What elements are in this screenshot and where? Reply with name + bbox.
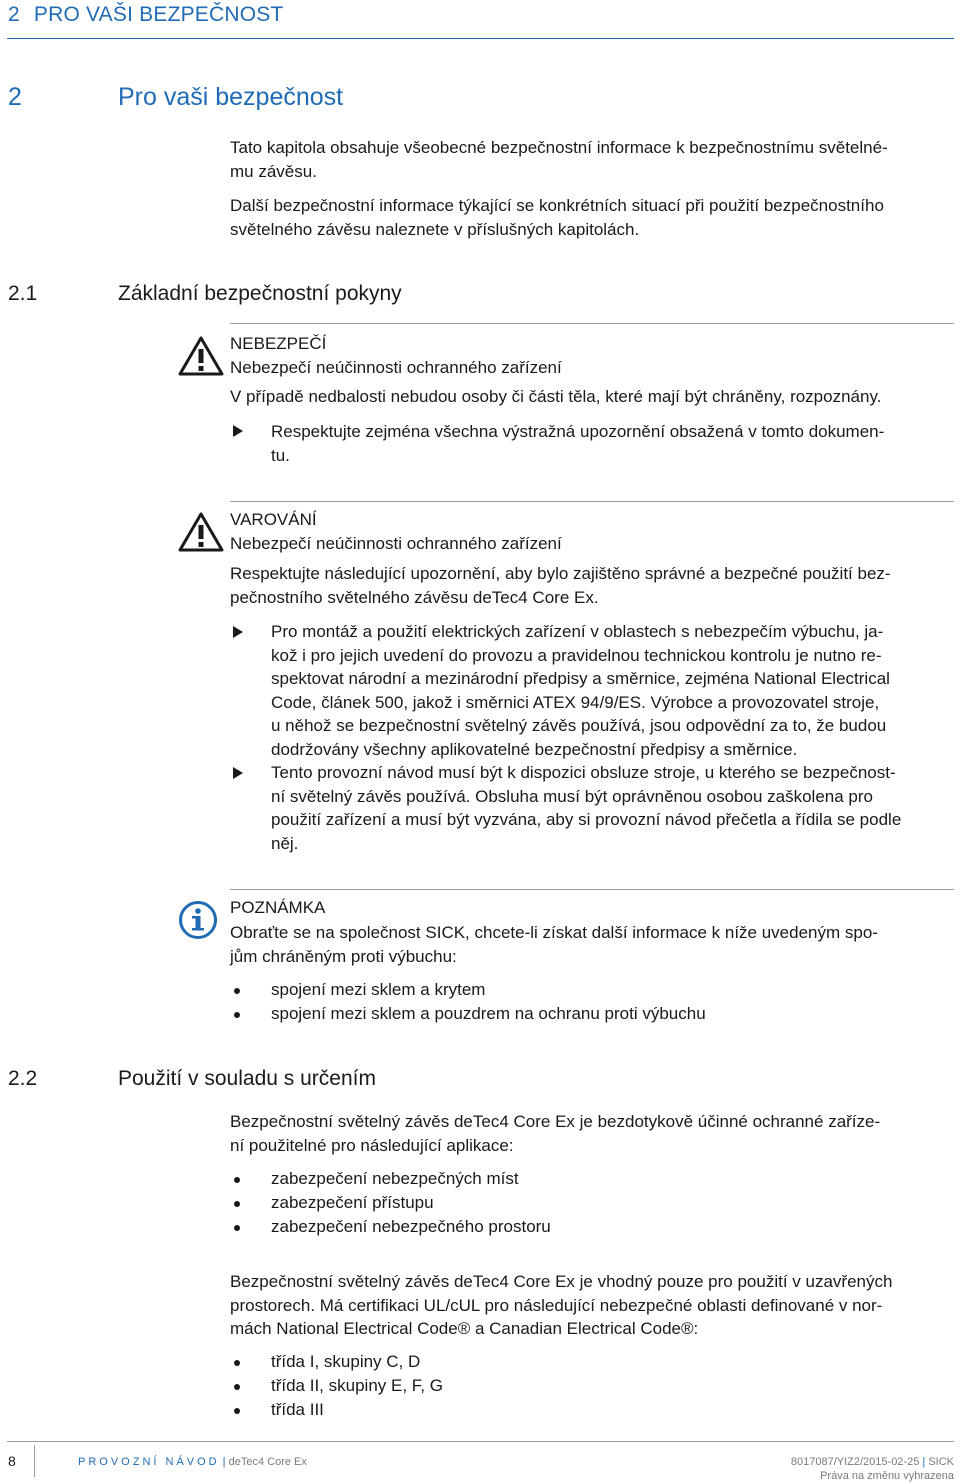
para1-line-1: Bezpečnostní světelný závěs deTec4 Core Ex je bezdotykově účinné ochranné zaříze- xyxy=(230,1112,881,1131)
section-2-2-paragraph-1 xyxy=(230,1110,880,1157)
section-2-2-paragraph-2 xyxy=(230,1270,892,1341)
bullet-arrow-icon xyxy=(233,425,243,437)
bullet-dot-icon xyxy=(234,1384,240,1390)
bullet-dot-icon xyxy=(234,1408,240,1414)
warning-bullet-2 xyxy=(271,761,901,855)
warning-bullet-1-line: Pro montáž a použití elektrických zařízení v oblastech s nebezpečím výbuchu, ja- xyxy=(271,622,884,641)
intro-paragraph-2 xyxy=(230,194,884,241)
warning-triangle-icon xyxy=(178,336,224,376)
section-2-1-number: 2.1 xyxy=(8,282,38,305)
bullet-arrow-icon xyxy=(233,767,243,779)
note-item-2: spojení mezi sklem a pouzdrem na ochranu proti výbuchu xyxy=(271,1004,706,1023)
danger-bullet-line-2: tu. xyxy=(271,445,290,465)
warning-bullet-1 xyxy=(271,620,890,761)
para1-line-2: ní použitelné pro následující aplikace: xyxy=(230,1135,514,1155)
warning-bullet-1-line: spektovat národní a mezinárodní předpisy a směrnice, zejména National Electrical xyxy=(271,669,890,688)
danger-top-rule xyxy=(230,323,954,324)
footer-rights: Práva na změnu vyhrazena xyxy=(820,1470,954,1482)
intro-2-line-1: Další bezpečnostní informace týkající se konkrétních situací při použití bezpečnostního xyxy=(230,196,884,215)
intro-1-line-2: mu závěsu. xyxy=(230,161,317,181)
header-rule xyxy=(7,38,954,39)
page-number: 8 xyxy=(8,1453,16,1469)
warning-text xyxy=(230,562,891,609)
danger-text: V případě nedbalosti nebudou osoby či části těla, které mají být chráněny, rozpoznány. xyxy=(230,387,882,406)
bullet-dot-icon xyxy=(234,1177,240,1183)
note-text-line-2: jům chráněným proti výbuchu: xyxy=(230,946,457,966)
footer-divider xyxy=(34,1445,35,1477)
warning-bullet-2-line: ní světelný závěs používá. Obsluha musí být oprávněnou osobou zaškolena pro xyxy=(271,786,873,806)
bullet-arrow-icon xyxy=(233,626,243,638)
footer-doc-id-block: 8017087/YIZ2/2015-02-25 | SICK xyxy=(790,1456,954,1468)
footer-product: deTec4 Core Ex xyxy=(228,1456,307,1468)
footer-doc-id: 8017087/YIZ2/2015-02-25 xyxy=(790,1456,920,1468)
warning-triangle-icon xyxy=(178,512,224,552)
warning-bullet-2-line: něj. xyxy=(271,833,299,853)
footer-doc-type: PROVOZNÍ NÁVOD xyxy=(78,1456,220,1468)
footer-brand: SICK xyxy=(928,1456,954,1468)
warning-top-rule xyxy=(230,501,954,502)
list2-item-3: třída III xyxy=(271,1400,324,1419)
warning-bullet-2-line: použití zařízení a musí být vyzvána, aby si provozní návod přečetla a řídila se podle xyxy=(271,810,902,829)
intro-paragraph-1 xyxy=(230,136,888,183)
running-header-number: 2 xyxy=(8,3,20,26)
note-text xyxy=(230,921,878,968)
intro-1-line-1: Tato kapitola obsahuje všeobecné bezpečnostní informace k bezpečnostnímu světelné- xyxy=(230,138,888,157)
warning-label: VAROVÁNÍ xyxy=(230,510,317,529)
danger-bullet-line-1: Respektujte zejména všechna výstražná upozornění obsažená v tomto dokumen- xyxy=(271,422,885,441)
warning-bullet-1-line: kož i pro jejich uvedení do provozu a pravidelnou technickou kontrolu je nutno re- xyxy=(271,645,882,665)
list1-item-1: zabezpečení nebezpečných míst xyxy=(271,1169,519,1188)
danger-label: NEBEZPEČÍ xyxy=(230,334,327,353)
bullet-dot-icon xyxy=(234,1201,240,1207)
warning-bullet-1-line: Code, článek 500, jakož i směrnici ATEX 94/9/ES. Výrobce a provozovatel stroje, xyxy=(271,692,880,712)
chapter-title: Pro vaši bezpečnost xyxy=(118,83,344,111)
bullet-dot-icon xyxy=(234,988,240,994)
para2-line-3: mách National Electrical Code® a Canadian Electrical Code®: xyxy=(230,1319,699,1338)
footer-rule xyxy=(7,1441,954,1442)
list2-item-2: třída II, skupiny E, F, G xyxy=(271,1376,443,1395)
section-2-1-title: Základní bezpečnostní pokyny xyxy=(118,282,402,305)
chapter-number: 2 xyxy=(8,83,22,111)
para2-line-1: Bezpečnostní světelný závěs deTec4 Core Ex je vhodný pouze pro použití v uzavřených xyxy=(230,1272,893,1291)
note-text-line-1: Obraťte se na společnost SICK, chcete-li získat další informace k níže uvedeným spo- xyxy=(230,923,878,942)
warning-bullet-1-line: dodržovány všechny aplikovatelné bezpečnostní předpisy a směrnice. xyxy=(271,739,798,759)
footer-doc-info: PROVOZNÍ NÁVOD | deTec4 Core Ex xyxy=(78,1456,307,1468)
warning-text-line-1: Respektujte následující upozornění, aby bylo zajištěno správné a bezpečné použití bez- xyxy=(230,564,891,583)
intro-2-line-2: světelného závěsu naleznete v příslušných kapitolách. xyxy=(230,219,640,239)
warning-bullet-2-line: Tento provozní návod musí být k dispozici obsluze stroje, u kterého se bezpečnost- xyxy=(271,763,896,782)
running-header-title: PRO VAŠI BEZPEČNOST xyxy=(33,3,284,26)
warning-text-line-2: pečnostního světelného závěsu deTec4 Core Ex. xyxy=(230,587,599,607)
section-2-2-number: 2.2 xyxy=(8,1067,38,1090)
list1-item-3: zabezpečení nebezpečného prostoru xyxy=(271,1217,551,1236)
list1-item-2: zabezpečení přístupu xyxy=(271,1193,434,1212)
note-label: POZNÁMKA xyxy=(230,898,326,917)
danger-subtitle: Nebezpečí neúčinnosti ochranného zařízení xyxy=(230,358,562,377)
list2-item-1: třída I, skupiny C, D xyxy=(271,1352,421,1371)
bullet-dot-icon xyxy=(234,1012,240,1018)
note-top-rule xyxy=(230,889,954,890)
running-header xyxy=(8,2,284,28)
section-2-2-title: Použití v souladu s určením xyxy=(118,1067,376,1090)
info-icon xyxy=(178,900,218,940)
bullet-dot-icon xyxy=(234,1225,240,1231)
warning-bullet-1-line: u něhož se bezpečnostní světelný závěs používá, jsou odpovědní za to, že budou xyxy=(271,716,887,735)
para2-line-2: prostorech. Má certifikaci UL/cUL pro následující nebezpečné oblasti definované v nor- xyxy=(230,1295,883,1315)
warning-subtitle: Nebezpečí neúčinnosti ochranného zařízení xyxy=(230,534,562,553)
note-item-1: spojení mezi sklem a krytem xyxy=(271,980,486,999)
bullet-dot-icon xyxy=(234,1360,240,1366)
danger-bullet xyxy=(271,420,884,467)
